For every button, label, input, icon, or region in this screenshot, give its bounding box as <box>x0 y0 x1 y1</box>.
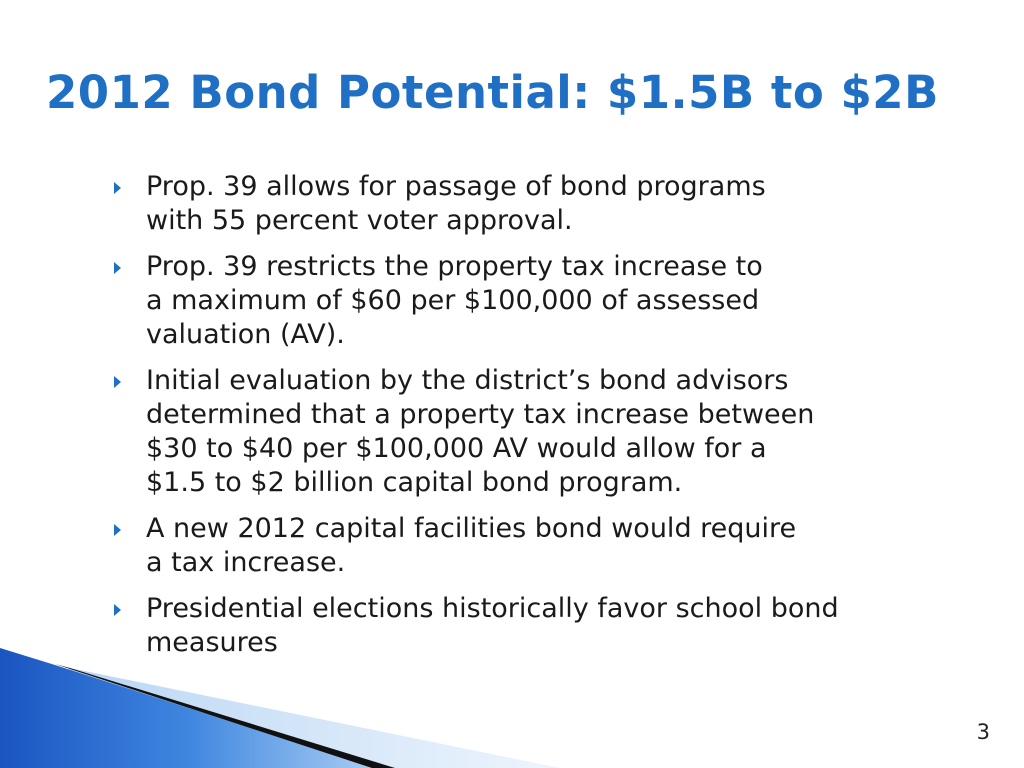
bullet-text-line: a tax increase. <box>146 547 346 578</box>
bullet-text-line: $1.5 to $2 billion capital bond program. <box>146 467 683 498</box>
bullet-item <box>110 592 930 660</box>
page-number: 3 <box>976 720 990 744</box>
bullet-text-line: Prop. 39 restricts the property tax increase to <box>146 251 763 282</box>
bullet-text-line: A new 2012 capital facilities bond would require <box>146 513 797 544</box>
bullet-list <box>110 170 930 672</box>
bullet-text-line: with 55 percent voter approval. <box>146 205 573 236</box>
bullet-text-line: measures <box>146 627 278 658</box>
bullet-item <box>110 364 930 500</box>
bullet-text-line: a maximum of $60 per $100,000 of assessed <box>146 285 760 316</box>
triangle-right-icon <box>114 376 121 388</box>
bullet-item <box>110 170 930 238</box>
bullet-text-line: determined that a property tax increase between <box>146 399 815 430</box>
triangle-right-icon <box>114 604 121 616</box>
bullet-text-line: Presidential elections historically favor school bond <box>146 593 839 624</box>
bullet-text-line: Initial evaluation by the district’s bond advisors <box>146 365 789 396</box>
bullet-item <box>110 512 930 580</box>
bullet-text-line: valuation (AV). <box>146 319 345 350</box>
triangle-right-icon <box>114 182 121 194</box>
bullet-text-line: Prop. 39 allows for passage of bond programs <box>146 171 766 202</box>
slide-title: 2012 Bond Potential: $1.5B to $2B <box>46 66 939 119</box>
bullet-item <box>110 250 930 352</box>
bullet-text-line: $30 to $40 per $100,000 AV would allow for a <box>146 433 767 464</box>
triangle-right-icon <box>114 262 121 274</box>
triangle-right-icon <box>114 524 121 536</box>
